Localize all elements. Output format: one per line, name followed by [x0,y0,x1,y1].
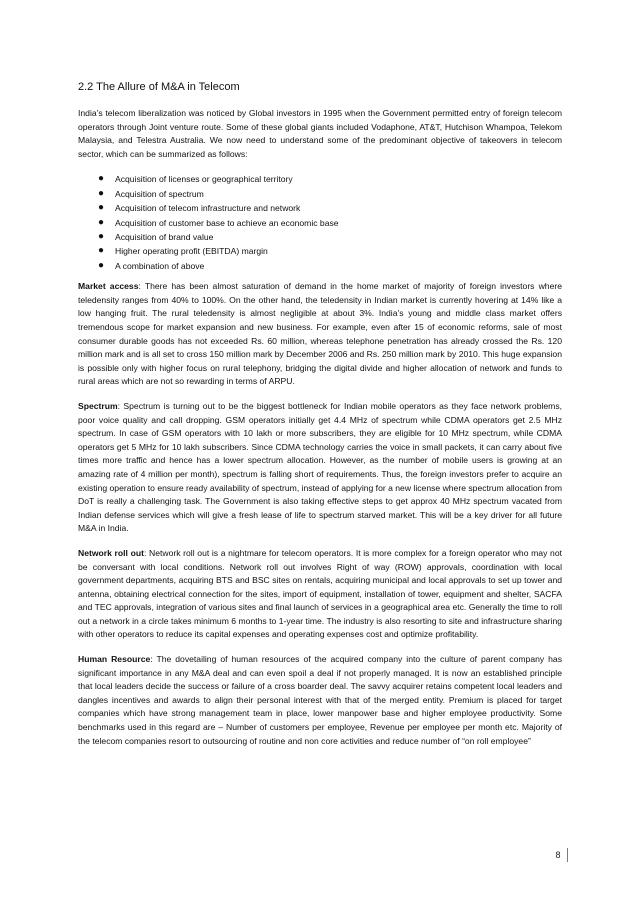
network-rollout-paragraph [78,547,562,642]
bullet-icon: ● [98,202,105,214]
list-item: ● Acquisition of brand value [98,230,562,244]
bullet-icon: ● [98,231,105,242]
list-item: ● A combination of above [98,259,562,273]
paragraph-label: Human Resource [78,654,151,665]
list-item: ● Higher operating profit (EBITDA) margin [98,244,562,258]
bullet-icon: ● [98,245,105,257]
bullet-icon: ● [98,187,105,199]
paragraph-label: Network roll out [78,547,144,558]
intro-paragraph: India’s telecom liberalization was noticed by Global investors in 1995 when the Government permitted entry of foreign telecom operators through Joint venture route. Some of these global giants included Vodaphone, AT&T, Hutchison Whampoa, Telekom Malaysia, and Telestra Australia. We now need to understand some of the predominant objective of takeovers in telecom sector, which can be summarized as follows: [78,108,562,159]
spectrum-paragraph [78,400,562,536]
paragraph-text: : There has been almost saturation of demand in the home market of majority of foreign investors where teledensity ranges from 40% to 100%. On the other hand, the teledensity in Indian market is currently hovering at 14% like a low hanging fruit. The rural teledensity is almost negligible at about 3%. India’s young and middle class market offers tremendous scope for market expansion and new business. For example, even after 15 of economic reforms, sale of most consumer durable goods has not exceeded Rs. 60 million, whereas telephone penetration has already crossed the Rs. 120 million mark and is all set to cross 150 million mark by December 2006 and Rs. 250 million mark by 2010. This huge expansion is possible only with higher focus on rural telephony, bridging the digital divide and higher allocation of network and funds to rural areas which are not so rewarding in terms of ARPU. [78,281,562,387]
market-access-paragraph [78,280,562,389]
paragraph-label: Spectrum [78,400,118,411]
section-heading: 2.2 The Allure of M&A in Telecom [78,81,240,93]
page-footer [555,848,568,862]
paragraph-label: Market access [78,281,139,292]
paragraph-text: : Spectrum is turning out to be the biggest bottleneck for Indian mobile operators as they face network problems, poor voice quality and call dropping. GSM operators initially get 4.4 MHz of spectrum while CDMA operators get 2.5 MHz spectrum. In case of GSM operators with 10 lakh or more subscribers, they are eligible for 10 MHz spectrum, while CDMA operators get 5 MHz for 10 lakh subscribers. Since CDMA technology carries the voice in small packets, it can carry about five times more traffic and hence has a lower spectrum allocation. However, as the number of mobile users is growing at an amazing rate of 4 million per month), spectrum is falling short of requirements. Thus, the foreign investors prefer to acquire an existing operation to ensure ready availability of spectrum, instead of applying for a new license where spectrum allocation from DoT is really a challenging task. The Government is also taking effective steps to get approx 40 MHz spectrum vacated from Indian defense services which will give a fresh lease of life to spectrum starved market. This will be a key driver for all future M&A in India. [78,400,562,534]
objectives-list [78,172,562,273]
page-number: 8 [555,850,561,860]
list-item: ● Acquisition of telecom infrastructure and network [98,201,562,215]
paragraph-text: : The dovetailing of human resources of the acquired company into the culture of parent company has significant importance in any M&A deal and can even spoil a deal if not properly managed. It is now an established principle that local leaders decide the success or failure of a cross boarder deal. The savvy acquirer retains competent local leaders and dangles incentives and awards to align their personal interest with that of the merged entity. Premium is placed for target companies which have strong management team in place, lower manpower base and higher employee productivity. Some benchmarks used in this regard are – Number of customers per employee, Revenue per employee per month etc. Majority of the telecom companies resort to outsourcing of routine and non core activities and reduce number of “on roll employee” [78,654,563,746]
bullet-icon: ● [98,259,105,271]
list-item: ● Acquisition of spectrum [98,187,562,201]
bullet-icon: ● [98,173,105,185]
list-item: ● Acquisition of customer base to achieve an economic base [98,216,562,230]
page-content [78,80,562,759]
human-resource-paragraph [78,653,562,748]
list-item: ● Acquisition of licenses or geographical territory [98,172,562,186]
footer-accent-bar [567,848,569,862]
bullet-icon: ● [98,216,105,228]
paragraph-text: : Network roll out is a nightmare for telecom operators. It is more complex for a foreign operator who may not be conversant with local conditions. Network roll out involves Right of way (ROW) approvals, coordination with local government departments, acquiring BTS and BSC sites on rentals, acquiring municipal and local approvals to set up tower and antenna, obtaining electrical connection for the sites, import of equipment, installation of tower, equipment and shelter, SACFA and TEC approvals, integration of various sites and final launch of services in a geographical area etc. Generally the time to roll out a network in a circle takes minimum 6 months to 1-year time. The industry is also resorting to site and infrastructure sharing with other operators to reduce its capital expenses and operating expenses cost and optimize profitability. [78,547,562,640]
